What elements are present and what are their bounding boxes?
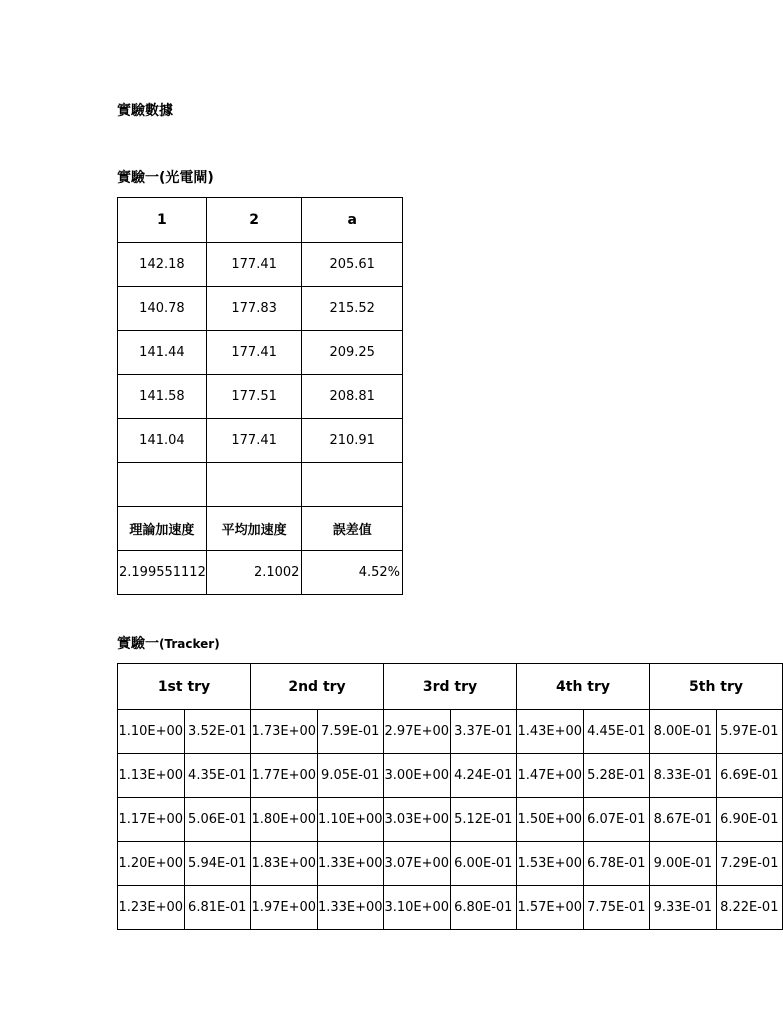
table-header-cell: 1 bbox=[118, 198, 207, 243]
error-value-label: 誤差值 bbox=[302, 507, 403, 551]
table-cell: 9.00E-01 bbox=[650, 842, 717, 886]
table-cell: 177.41 bbox=[206, 331, 302, 375]
table-row bbox=[118, 243, 403, 287]
table-row bbox=[118, 419, 403, 463]
table-header-cell: 1st try bbox=[118, 664, 251, 710]
average-acceleration-label: 平均加速度 bbox=[206, 507, 302, 551]
table-cell bbox=[302, 463, 403, 507]
table-cell: 3.37E-01 bbox=[450, 710, 517, 754]
table-header-cell: 2nd try bbox=[251, 664, 384, 710]
table-cell: 177.41 bbox=[206, 243, 302, 287]
table-row-empty bbox=[118, 463, 403, 507]
table-cell: 1.17E+00 bbox=[118, 798, 185, 842]
table-row bbox=[118, 710, 783, 754]
section1-heading: 實驗一(光電閘) bbox=[117, 170, 214, 186]
section2-heading-main: 實驗一 bbox=[117, 636, 159, 652]
table-cell: 9.05E-01 bbox=[317, 754, 384, 798]
section2-heading bbox=[117, 633, 220, 653]
table-cell: 210.91 bbox=[302, 419, 403, 463]
table-row bbox=[118, 754, 783, 798]
table-cell: 5.12E-01 bbox=[450, 798, 517, 842]
table-cell: 1.73E+00 bbox=[251, 710, 318, 754]
table-header-row bbox=[118, 664, 783, 710]
table-cell: 7.75E-01 bbox=[583, 886, 650, 930]
tracker-table bbox=[117, 663, 783, 930]
table-row bbox=[118, 287, 403, 331]
table-cell bbox=[206, 463, 302, 507]
table-cell: 2.97E+00 bbox=[384, 710, 451, 754]
table-cell: 3.10E+00 bbox=[384, 886, 451, 930]
table-cell: 1.20E+00 bbox=[118, 842, 185, 886]
table-cell: 8.00E-01 bbox=[650, 710, 717, 754]
table-row bbox=[118, 798, 783, 842]
table-cell: 1.47E+00 bbox=[517, 754, 584, 798]
table-cell: 1.80E+00 bbox=[251, 798, 318, 842]
table-cell: 6.07E-01 bbox=[583, 798, 650, 842]
table-cell: 8.33E-01 bbox=[650, 754, 717, 798]
table-header-cell: 4th try bbox=[517, 664, 650, 710]
table-cell: 6.80E-01 bbox=[450, 886, 517, 930]
table-cell: 1.23E+00 bbox=[118, 886, 185, 930]
summary-value-row bbox=[118, 551, 403, 595]
table-row bbox=[118, 842, 783, 886]
page-title: 實驗數據 bbox=[117, 103, 173, 119]
table-header-cell: a bbox=[302, 198, 403, 243]
table-cell: 140.78 bbox=[118, 287, 207, 331]
table-cell: 6.81E-01 bbox=[184, 886, 251, 930]
theoretical-acceleration-value: 2.199551112 bbox=[118, 551, 207, 595]
table-cell: 4.45E-01 bbox=[583, 710, 650, 754]
table-cell: 177.41 bbox=[206, 419, 302, 463]
table-cell: 1.57E+00 bbox=[517, 886, 584, 930]
table-cell: 1.33E+00 bbox=[317, 842, 384, 886]
table-row bbox=[118, 886, 783, 930]
table-cell: 1.77E+00 bbox=[251, 754, 318, 798]
table-cell: 1.13E+00 bbox=[118, 754, 185, 798]
table-cell: 141.44 bbox=[118, 331, 207, 375]
table-cell: 1.43E+00 bbox=[517, 710, 584, 754]
table-cell: 7.29E-01 bbox=[716, 842, 783, 886]
table-cell: 1.10E+00 bbox=[317, 798, 384, 842]
table-cell: 141.04 bbox=[118, 419, 207, 463]
table-cell: 6.69E-01 bbox=[716, 754, 783, 798]
table-cell: 8.67E-01 bbox=[650, 798, 717, 842]
table-cell: 1.10E+00 bbox=[118, 710, 185, 754]
table-cell: 1.33E+00 bbox=[317, 886, 384, 930]
table-row bbox=[118, 375, 403, 419]
theoretical-acceleration-label: 理論加速度 bbox=[118, 507, 207, 551]
table-cell: 3.03E+00 bbox=[384, 798, 451, 842]
table-header-cell: 3rd try bbox=[384, 664, 517, 710]
table-cell: 3.52E-01 bbox=[184, 710, 251, 754]
table-cell: 209.25 bbox=[302, 331, 403, 375]
table-cell: 1.50E+00 bbox=[517, 798, 584, 842]
average-acceleration-value: 2.1002 bbox=[206, 551, 302, 595]
table-cell: 142.18 bbox=[118, 243, 207, 287]
table-cell: 8.22E-01 bbox=[716, 886, 783, 930]
table-cell: 6.00E-01 bbox=[450, 842, 517, 886]
tracker-table-container bbox=[117, 663, 779, 943]
table-cell: 6.90E-01 bbox=[716, 798, 783, 842]
table-cell: 5.06E-01 bbox=[184, 798, 251, 842]
photogate-table bbox=[117, 197, 403, 595]
table-row bbox=[118, 331, 403, 375]
table-cell: 215.52 bbox=[302, 287, 403, 331]
table-header-row bbox=[118, 198, 403, 243]
table-cell: 7.59E-01 bbox=[317, 710, 384, 754]
table-cell: 177.51 bbox=[206, 375, 302, 419]
table-header-cell: 2 bbox=[206, 198, 302, 243]
table-cell: 141.58 bbox=[118, 375, 207, 419]
table-cell: 3.00E+00 bbox=[384, 754, 451, 798]
table-cell: 5.94E-01 bbox=[184, 842, 251, 886]
table-cell: 1.83E+00 bbox=[251, 842, 318, 886]
table-cell: 9.33E-01 bbox=[650, 886, 717, 930]
table-cell: 1.53E+00 bbox=[517, 842, 584, 886]
table-cell: 4.35E-01 bbox=[184, 754, 251, 798]
table-cell: 208.81 bbox=[302, 375, 403, 419]
error-value: 4.52% bbox=[302, 551, 403, 595]
table-cell: 6.78E-01 bbox=[583, 842, 650, 886]
section2-heading-sub: (Tracker) bbox=[159, 637, 220, 651]
table-cell: 4.24E-01 bbox=[450, 754, 517, 798]
table-cell bbox=[118, 463, 207, 507]
table-cell: 5.97E-01 bbox=[716, 710, 783, 754]
table-cell: 3.07E+00 bbox=[384, 842, 451, 886]
table-cell: 1.97E+00 bbox=[251, 886, 318, 930]
table-header-cell: 5th try bbox=[650, 664, 783, 710]
table-cell: 5.28E-01 bbox=[583, 754, 650, 798]
table-cell: 205.61 bbox=[302, 243, 403, 287]
summary-label-row bbox=[118, 507, 403, 551]
table-cell: 177.83 bbox=[206, 287, 302, 331]
